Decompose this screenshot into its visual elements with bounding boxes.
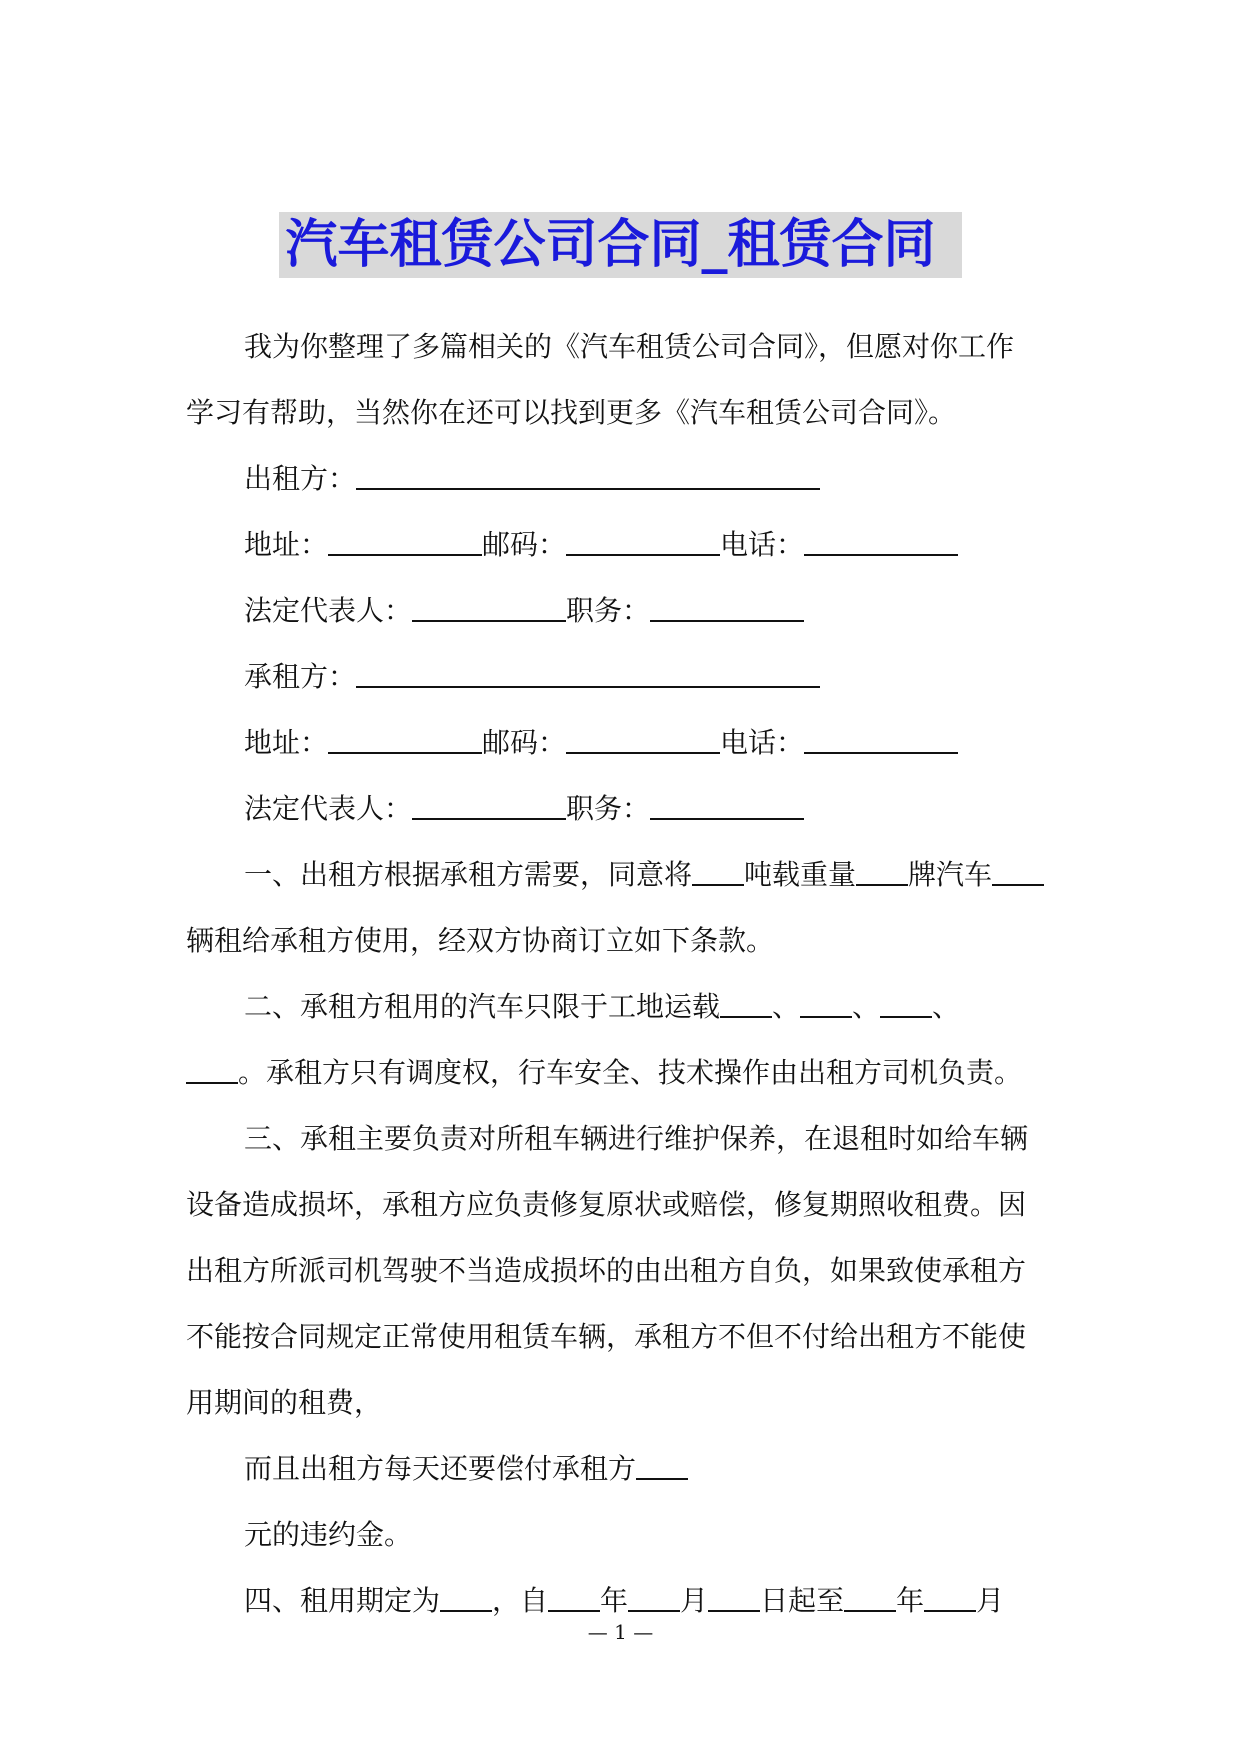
lessee-phone-label: 电话： xyxy=(720,726,805,759)
intro-line-2: 学习有帮助，当然你在还可以找到更多《汽车租赁公司合同》。 xyxy=(186,396,957,429)
lessee-postcode-blank[interactable] xyxy=(566,726,720,754)
intro-line-1: 我为你整理了多篇相关的《汽车租赁公司合同》，但愿对你工作 xyxy=(244,330,1015,363)
cargo-blank-1[interactable] xyxy=(720,990,772,1018)
cargo-blank-4[interactable] xyxy=(186,1056,238,1084)
clause-2-line-2 xyxy=(186,1040,1066,1106)
lessee-position-label: 职务： xyxy=(566,792,651,825)
lessor-contact-line xyxy=(186,512,1066,578)
clause-3-line-3: 出租方所派司机驾驶不当造成损坏的由出租方自负，如果致使承租方 xyxy=(186,1254,1027,1287)
clause-3-line-4: 不能按合同规定正常使用租赁车辆，承租方不但不付给出租方不能使 xyxy=(186,1320,1027,1353)
vehicle-count-blank[interactable] xyxy=(992,858,1044,886)
start-month-blank[interactable] xyxy=(628,1584,680,1612)
lessee-rep-line xyxy=(186,776,1066,842)
lessor-blank[interactable] xyxy=(356,462,820,490)
document-title: 汽车租赁公司合同_租赁合同 xyxy=(279,212,961,278)
clause-3-line-5: 用期间的租费， xyxy=(186,1386,383,1419)
page-number: — 1 — xyxy=(587,1620,654,1644)
clause-3-line-1: 三、承租主要负责对所租车辆进行维护保养，在退租时如给车辆 xyxy=(244,1122,1029,1155)
lessor-rep-line xyxy=(186,578,1066,644)
clause-4-text-a: 四、租用期定为 xyxy=(244,1584,441,1617)
lessor-phone-label: 电话： xyxy=(720,528,805,561)
lessee-position-blank[interactable] xyxy=(650,792,804,820)
document-body xyxy=(186,314,1066,1634)
lessor-postcode-blank[interactable] xyxy=(566,528,720,556)
cargo-blank-3[interactable] xyxy=(880,990,932,1018)
lessor-phone-blank[interactable] xyxy=(804,528,958,556)
lessor-position-label: 职务： xyxy=(566,594,651,627)
lessee-rep-label: 法定代表人： xyxy=(244,792,413,825)
term-blank[interactable] xyxy=(440,1584,492,1612)
separator: 、 xyxy=(932,990,961,1023)
separator: 、 xyxy=(772,990,801,1023)
lessor-address-blank[interactable] xyxy=(328,528,482,556)
clause-1-text-b: 吨载重量 xyxy=(744,858,857,891)
year-label: 年 xyxy=(896,1584,925,1617)
separator: 、 xyxy=(852,990,881,1023)
lessee-phone-blank[interactable] xyxy=(804,726,958,754)
lessee-address-blank[interactable] xyxy=(328,726,482,754)
clause-3-line-7: 元的违约金。 xyxy=(244,1518,413,1551)
lessor-address-label: 地址： xyxy=(244,528,329,561)
lessor-rep-blank[interactable] xyxy=(412,594,566,622)
end-year-blank[interactable] xyxy=(844,1584,896,1612)
clause-2-line-1 xyxy=(186,974,1066,1040)
clause-4-text-b: ，自 xyxy=(492,1584,549,1617)
clause-2-text-line2: 。承租方只有调度权，行车安全、技术操作由出租方司机负责。 xyxy=(238,1056,1023,1089)
clause-1-line-2: 辆租给承租方使用，经双方协商订立如下条款。 xyxy=(186,924,775,957)
clause-1-text-c: 牌汽车 xyxy=(908,858,993,891)
clause-2-text-a: 二、承租方租用的汽车只限于工地运载 xyxy=(244,990,721,1023)
start-day-blank[interactable] xyxy=(708,1584,760,1612)
lessee-blank[interactable] xyxy=(356,660,820,688)
day-to-label: 日起至 xyxy=(760,1584,845,1617)
lessor-postcode-label: 邮码： xyxy=(482,528,567,561)
clause-3-line-6 xyxy=(186,1436,1066,1502)
brand-blank[interactable] xyxy=(856,858,908,886)
start-year-blank[interactable] xyxy=(548,1584,600,1612)
penalty-blank[interactable] xyxy=(636,1452,688,1480)
month-label: 月 xyxy=(680,1584,709,1617)
lessor-position-blank[interactable] xyxy=(650,594,804,622)
year-label: 年 xyxy=(600,1584,629,1617)
lessee-postcode-label: 邮码： xyxy=(482,726,567,759)
clause-1-text-a: 一、出租方根据承租方需要，同意将 xyxy=(244,858,693,891)
lessee-contact-line xyxy=(186,710,1066,776)
lessor-label: 出租方： xyxy=(244,462,357,495)
clause-3-line-2: 设备造成损坏，承租方应负责修复原状或赔偿，修复期照收租费。因 xyxy=(186,1188,1027,1221)
lessee-address-label: 地址： xyxy=(244,726,329,759)
end-month-blank[interactable] xyxy=(924,1584,976,1612)
cargo-blank-2[interactable] xyxy=(800,990,852,1018)
clause-1-line-1 xyxy=(186,842,1066,908)
lessor-line xyxy=(186,446,1066,512)
clause-3-text-6: 而且出租方每天还要偿付承租方 xyxy=(244,1452,637,1485)
lessee-line xyxy=(186,644,1066,710)
lessee-label: 承租方： xyxy=(244,660,357,693)
title-wrap xyxy=(0,212,1241,278)
lessee-rep-blank[interactable] xyxy=(412,792,566,820)
month-label: 月 xyxy=(976,1584,1005,1617)
lessor-rep-label: 法定代表人： xyxy=(244,594,413,627)
tonnage-blank[interactable] xyxy=(692,858,744,886)
